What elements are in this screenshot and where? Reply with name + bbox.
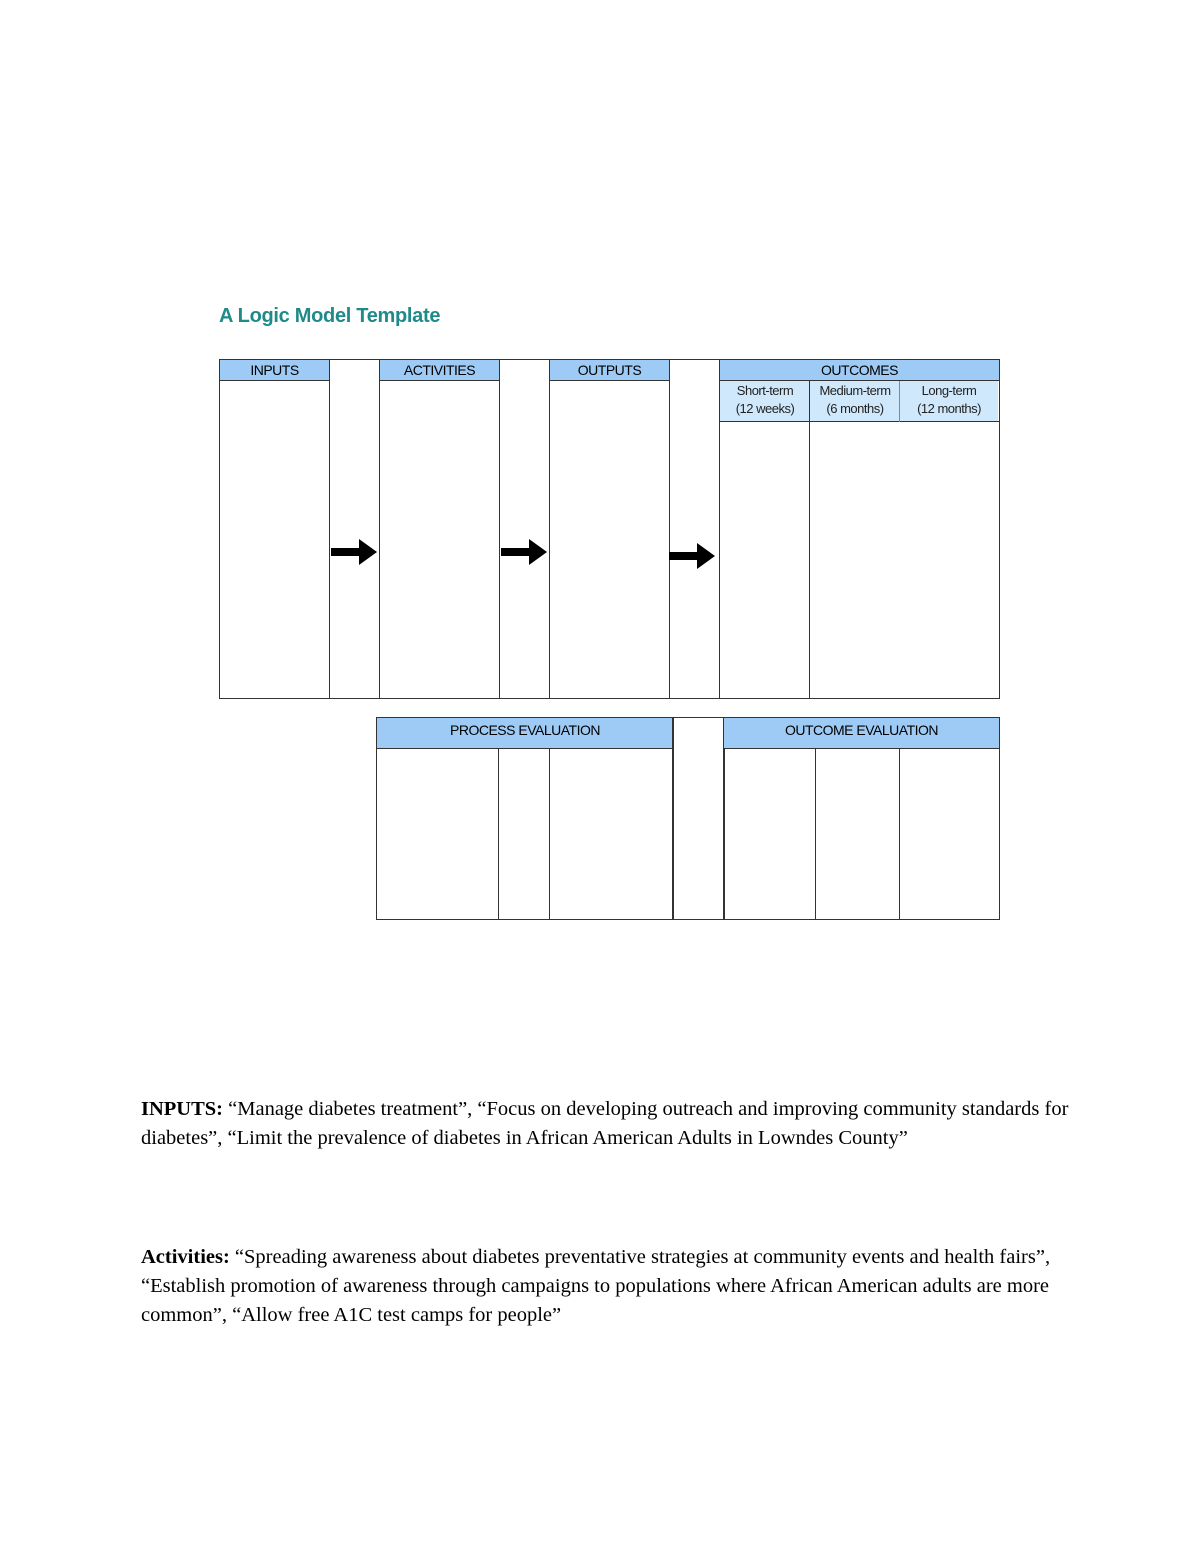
outcome-subheader-short-term — [720, 381, 810, 421]
long-term-label: Long-term — [921, 383, 977, 398]
outputs-column — [549, 359, 670, 699]
arrow-gap-2 — [499, 359, 550, 699]
outcome-subheader-long-term — [900, 381, 998, 421]
arrow-gap-3 — [669, 359, 720, 699]
evaluation-gap — [672, 717, 725, 920]
outcomes-divider-2 — [899, 381, 900, 422]
process-evaluation-divider-2 — [549, 748, 550, 920]
activities-column — [379, 359, 500, 699]
logic-model-title: A Logic Model Template — [219, 305, 441, 327]
short-term-period: (12 weeks) — [735, 401, 795, 416]
long-term-period: (12 months) — [917, 401, 981, 416]
activities-paragraph-text: “Spreading awareness about diabetes preventative strategies at community events and health fairs”, “Establish promotion of awareness through campaigns to populations where African American adults are more common”, “Allow free A1C test camps for people” — [141, 1246, 1051, 1326]
inputs-paragraph — [141, 1095, 1071, 1153]
outcomes-subheader-divider — [719, 421, 1000, 422]
inputs-paragraph-label: INPUTS: — [141, 1098, 224, 1120]
right-arrow-icon — [499, 537, 549, 567]
right-arrow-icon — [329, 537, 379, 567]
right-arrow-icon — [667, 541, 717, 571]
outcome-evaluation-divider-2 — [899, 748, 900, 920]
outcomes-divider-1 — [809, 381, 810, 699]
activities-header: ACTIVITIES — [379, 359, 500, 381]
activities-paragraph — [141, 1243, 1071, 1330]
outcomes-header: OUTCOMES — [719, 359, 1000, 381]
process-evaluation-divider-1 — [498, 748, 499, 920]
inputs-header: INPUTS — [219, 359, 330, 381]
inputs-column — [219, 359, 330, 699]
outcome-evaluation-header: OUTCOME EVALUATION — [723, 717, 1000, 749]
medium-term-period: (6 months) — [826, 401, 884, 416]
activities-paragraph-label: Activities: — [141, 1246, 230, 1268]
outcome-subheader-medium-term — [810, 381, 900, 421]
process-evaluation-header: PROCESS EVALUATION — [376, 717, 674, 749]
medium-term-label: Medium-term — [819, 383, 891, 398]
outputs-header: OUTPUTS — [549, 359, 670, 381]
arrow-gap-1 — [329, 359, 380, 699]
inputs-paragraph-text: “Manage diabetes treatment”, “Focus on developing outreach and improving community standards for diabetes”, “Limit the prevalence of diabetes in African American Adults in Lowndes County” — [141, 1098, 1069, 1149]
short-term-label: Short-term — [736, 383, 794, 398]
outcome-evaluation-divider-1 — [815, 748, 816, 920]
